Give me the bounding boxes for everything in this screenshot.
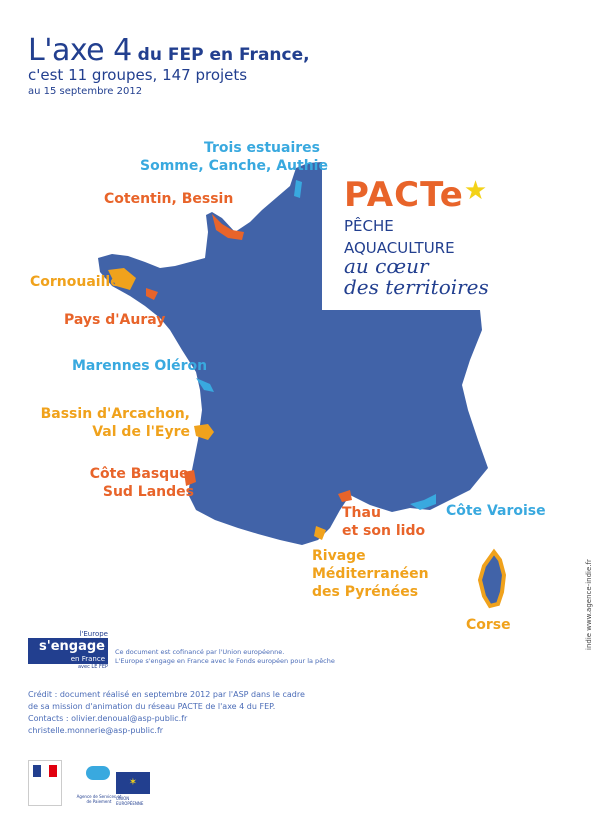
label-marennes: Marennes Oléron — [72, 358, 208, 374]
label-arcachon — [30, 405, 190, 441]
label-thau — [342, 504, 425, 540]
asp-logo-text: Agence de Services et de Paiement — [76, 794, 122, 804]
label-thau-line1: Thau — [342, 505, 381, 521]
credit-line1: Crédit : document réalisé en septembre 2012 par l'ASP dans le cadre — [28, 690, 305, 699]
credit-line3: Contacts : olivier.denoual@asp-public.fr — [28, 714, 188, 723]
label-rivage-line2: Méditerranéen — [312, 566, 429, 582]
pacte-line1: PÊCHE — [344, 217, 394, 235]
republique-logo — [28, 760, 62, 806]
pacte-logo-word: PACTe — [344, 175, 464, 215]
cofinancing-note — [115, 648, 335, 666]
pacte-line2: AQUACULTURE — [344, 239, 455, 257]
eu-logo — [116, 772, 156, 806]
page-subtitle: c'est 11 groupes, 147 projets — [28, 66, 248, 84]
note-line2: L'Europe s'engage en France avec le Fonds européen pour la pêche — [115, 657, 335, 665]
europe-logo-line2: s'engage — [28, 638, 108, 655]
star-icon: ★ — [463, 176, 489, 206]
label-rivage-line3: des Pyrénées — [312, 584, 419, 600]
label-cornouaille: Cornouaille — [30, 274, 120, 290]
title-big: L'axe 4 — [28, 33, 132, 68]
label-pays-auray: Pays d'Auray — [64, 312, 166, 328]
label-cote-basque-line1: Côte Basque, — [89, 466, 194, 482]
label-rivage — [312, 547, 429, 601]
pacte-logo — [344, 175, 489, 299]
label-trois-estuaires-line1: Trois estuaires — [203, 140, 320, 156]
label-rivage-line1: Rivage — [312, 548, 366, 564]
credit-line2: de sa mission d'animation du réseau PACTE de l'axe 4 du FEP. — [28, 702, 276, 711]
note-line1: Ce document est cofinancé par l'Union européenne. — [115, 648, 285, 656]
asp-logo-mark — [86, 766, 110, 780]
eu-logo-text: UNION EUROPÉENNE — [116, 796, 144, 806]
credit-line4: christelle.monnerie@asp-public.fr — [28, 726, 164, 735]
label-trois-estuaires — [140, 139, 328, 175]
pacte-line3: au cœur — [344, 254, 429, 278]
label-arcachon-line2: Val de l'Eyre — [92, 424, 190, 440]
title-rest: du FEP en France, — [131, 45, 310, 65]
eu-flag-icon: ✶ — [116, 772, 150, 794]
europe-engage-logo — [28, 630, 108, 668]
credit-block — [28, 689, 368, 737]
label-thau-line2: et son lido — [342, 523, 426, 539]
page-date: au 15 septembre 2012 — [28, 86, 143, 97]
label-corse: Corse — [466, 617, 511, 633]
europe-logo-line3: en France — [28, 655, 108, 664]
pacte-logo-text — [344, 175, 489, 215]
label-cotentin: Cotentin, Bessin — [104, 191, 234, 207]
label-cote-varoise: Côte Varoise — [446, 503, 546, 519]
label-arcachon-line1: Bassin d'Arcachon, — [40, 406, 190, 422]
europe-logo-line1: l'Europe — [79, 630, 108, 638]
europe-logo-line4: avec LE FEP — [77, 664, 108, 670]
label-trois-estuaires-line2: Somme, Canche, Authie — [140, 158, 328, 174]
agency-credit: indie www.agence-indie.fr — [585, 559, 593, 650]
label-cote-basque — [30, 465, 194, 501]
corse-shape — [480, 552, 504, 606]
label-cote-basque-line2: Sud Landes — [102, 484, 194, 500]
pacte-line4: des territoires — [344, 275, 489, 299]
